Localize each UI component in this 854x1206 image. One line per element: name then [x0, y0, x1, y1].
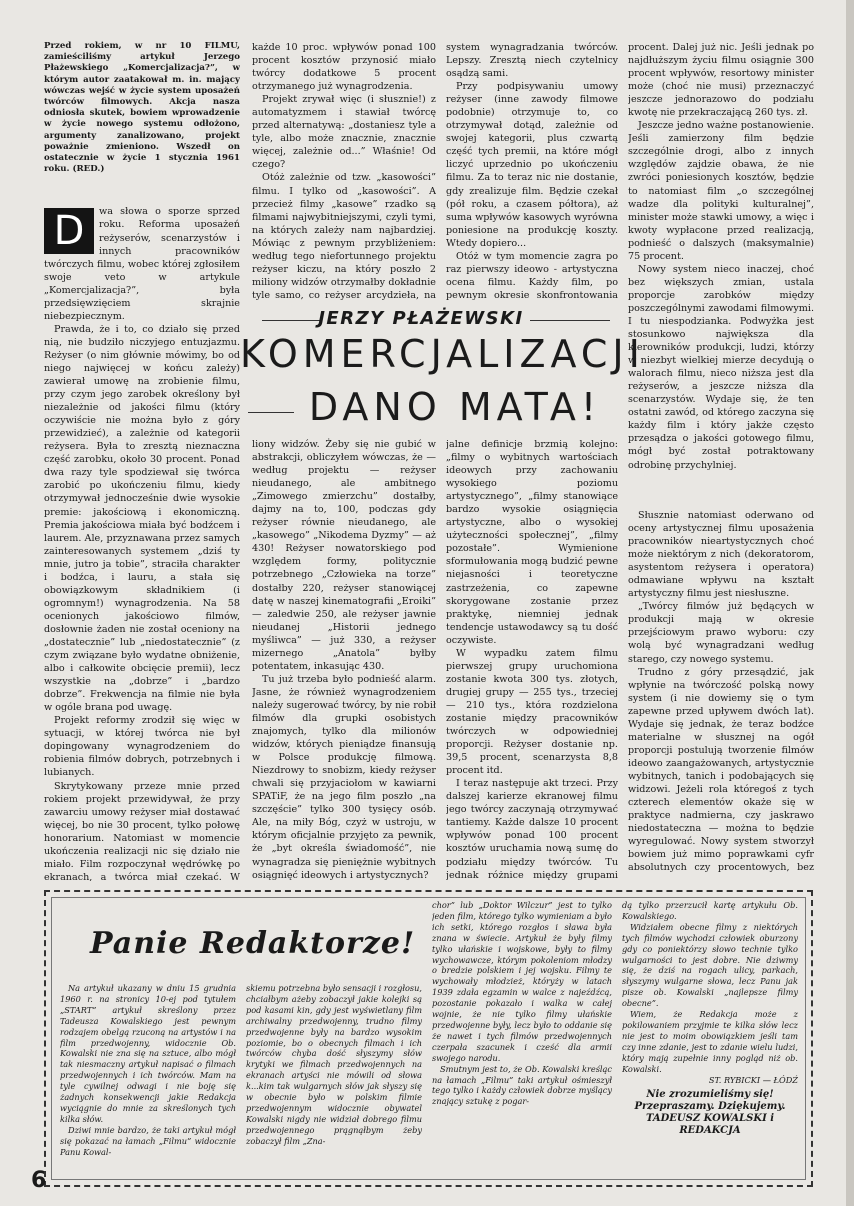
paragraph: Projekt reformy zrodził się więc w sytuacji, w której twórca nie był dopingowany wynagrodzeniem do robienia filmów dobrych, potrzebnych i lubianych. — [44, 715, 240, 779]
paragraph: „Twórcy filmów już będących w produkcji mają w okresie przejściowym prawo wyboru: czy wolą być wynagradzani według starego, czy nowego systemu. — [628, 601, 814, 665]
letter-column-2 — [246, 983, 422, 1173]
letter-column-3 — [432, 900, 612, 1173]
letter-paragraph: Na artykuł ukazany w dniu 15 grudnia 1960 r. na stronicy 10-ej pod tytułem „START” artykuł skreślony przez Tadeusza Kowalskiego jest pewnym rodzajem obelgą rzuconą na artystów i na film przedwojenny, widocznie Ob. Kowalski nie zna się na sztuce, albo mógł tak niesmaczny artykuł napisać o filmach przedwojennych i ich twórców. Mam na tyle cywilnej odwagi i nie boję się żadnych konsekwencji jakie Redakcja wyciągnie do mnie za skreślonych tych kilka słów. — [60, 983, 236, 1124]
letter-paragraph: Dziwi mnie bardzo, że taki artykuł mógł się pokazać na łamach „Filmu” widocznie Panu Kowal- — [60, 1124, 236, 1157]
paragraph: W wypadku zatem filmu pierwszej grupy uruchomiona zostanie kwota 300 tys. złotych, drugiej grupy — 255 tys., trzeciej — 210 tys., która rozdzielona zostanie między pracowników twórczych w odpowiedniej proporcji. Reżyser dostanie np. 39,5 procent, scenarzysta 8,8 procent itd. — [446, 647, 618, 777]
intro-note: Przed rokiem, w nr 10 FILMU, zamieściliśmy artykuł Jerzego Płażewskiego „Komercjalizacja?”, w którym autor zaatakował m. in. mający wówczas wejść w życie system uposażeń twórców filmowych. Akcja nasza odniosła skutek, bowiem wprowadzenie w życie nowego systemu odłożono, argumenty zanalizowano, projekt poważnie zmieniono. Wszedł on ostatecznie w życie 1 stycznia 1961 roku. (RED.) — [44, 41, 240, 175]
paragraph: każde 10 proc. wpływów ponad 100 procent kosztów przynosić miało twórcy dodatkowe 5 procent otrzymanego już wynagrodzenia. — [252, 42, 436, 93]
drop-cap: D — [44, 208, 94, 254]
paragraph: Tu już trzeba było podnieść alarm. Jasne, że również wynagrodzeniem należy sugerować twórcy, by nie robił filmów dla grupki osobistych znajomych, tylko dla milionów widzów, których pieniądze finansują w Polsce produkcję filmową. Niezdrowy to snobizm, kiedy reżyser chwali się przyjaciołom w kawiarni SPATiF, że na jego film poszło „na szczęście” tylko 300 tysięcy osób. Ale, na miły Bóg, czyż w ustroju, w którym oficjalnie przyjęto za pewnik, że „byt określa świadomość”, nie wynagradza się pieniężnie wybitnych osiągnięć ideowych i artystycznych? — [252, 673, 436, 881]
editor-reply: Nie zrozumieliśmy się! Przepraszamy. Dziękujemy. — [634, 1089, 786, 1113]
column-6 — [446, 438, 618, 882]
page-edge — [846, 0, 854, 1206]
column-4-top — [628, 41, 814, 509]
letter-column-4 — [622, 900, 798, 1173]
paragraph: wa słowa o sporze sprzed roku. Reforma uposażeń reżyserów, scenarzystów i innych pracowników twórczych filmu, wobec której zgłosiłem swoje veto w artykule „Komercjalizacja?”, była przedsięwzięciem skrajnie niebezpiecznym. — [44, 206, 240, 322]
author-name: JERZY PŁAŻEWSKI — [318, 308, 524, 329]
column-7 — [628, 509, 814, 874]
reply-signature: TADEUSZ KOWALSKI i REDAKCJA — [645, 1113, 775, 1137]
letter-column-1 — [60, 983, 236, 1173]
letter-title: Panie Redaktorze! — [90, 926, 416, 961]
letter-paragraph: Smutnym jest to, że Ob. Kowalski kreśląc na łamach „Filmu” taki artykuł ośmieszył tego tylko i każdy człowiek dobrze myślący znający sztukę z pogar- — [432, 1063, 612, 1107]
headline-rule-left — [248, 412, 294, 413]
paragraph: liony widzów. Żeby się nie gubić w abstrakcji, obliczyłem wówczas, że — według projektu — reżyser nieudanego, ale ambitnego „Zimowego zmierzchu” dostałby, dajmy na to, 100, podczas gdy reżyser równie nieudanego, ale „kasowego” „Nikodema Dyzmy” — aż 430! Reżyser nowatorskiego pod względem formy, politycznie potrzebnego „Człowieka na torze” dostałby 220, reżyser stanowiącej datę w naszej kinematografii „Eroiki” — zaledwie 250, ale reżyser jawnie nieudanej „Historii jednego myśliwca” — już 330, a reżyser mizernego „Anatola” byłby potentatem, inkasując 430. — [252, 439, 436, 672]
headline-line-1: KOMERCJALIZACJI — [240, 332, 645, 376]
paragraph: Otóż zależnie od tzw. „kasowości” filmu. I tylko od „kasowości”. A przecież filmy „kasowe” rzadko są filmami najwybitniejszymi, czyli tymi, na których zależy nam najbardziej. Mówiąc z pewnym przybliżeniem: według tego niefortunnego projektu reżyser kiczu, na który poszło 2 miliony widzów otrzymałby dokładnie tyle samo, co reżyser arcydzieła, na — [252, 172, 436, 301]
column-2-top — [252, 41, 436, 301]
paragraph: Nowy system nieco inaczej, choć bez większych zmian, ustala proporcje zarobków między poszczególnymi zawodami filmowymi. I tu niespodzianka. Podwyżka jest stosunkowo największa dla kierowników produkcji, ludzi, którzy w niezbyt wielkiej mierze decydują o walorach filmu, nieco niższa jest dla reżyserów, a jeszcze niższa dla scenarzystów. Wydaje się, że ten ostatni zawód, od którego zaczyna się każdy film i który jakże często przesądza o jakości gotowego filmu, mógł być został potraktowany odrobinę przychylniej. — [628, 263, 814, 471]
paragraph: Prawda, że i to, co działo się przed nią, nie budziło niczyjego entuzjazmu. Reżyser (o nim głównie mówimy, bo od niego najwięcej w końcu zależy) zawierał umowę na zrobienie filmu, przy czym jego zarobek określony był niezależnie od jakości filmu (który oczywiście nie można było z góry przewidzieć), a zależnie od kategorii reżysera. Była to zresztą nieznaczna część zarobku, około 30 procent. Ponad dwa razy tyle spodziewał się twórca zarobić po ukończeniu filmu, kiedy otrzymywał jednocześnie dwie wysokie premie: jakościową i ekonomiczną. Premia jakościowa miała być bodźcem i laurem. Ale, przyznawana przez samych zainteresowanych systemem „dziś ty mnie, jutro ja tobie”, straciła charakter i bodźca, i lauru, a stała się obowiązkowym składnikiem (i ogromnym!) wynagrodzenia. Na 58 ocenionych jakościowo filmów, dosłownie żaden nie został oceniony na „dostatecznie” lub „niedostatecznie” (z czym związane było wydatne obniżenie, albo i całkowite obcięcie premii), lecz wszystkie na „dobrze” i „bardzo dobrze”. Frekwencja na filmie nie była w ogóle brana pod uwagę. — [44, 323, 240, 714]
page-number: 6 — [31, 1168, 47, 1193]
paragraph: Skrytykowany przeze mnie przed rokiem projekt przewidywał, że przy zawarciu umowy reżyser miał dostawać więcej, bo nie 30 procent, tylko połowę honorarium. Natomiast w momencie ukończenia realizacji nic się działo nie miało. Film rozpoczynał wędrówkę po ekranach, a twórca miał czekać. W — [44, 780, 240, 881]
headline-line-2: DANO MATA! — [308, 385, 602, 429]
letter-paragraph: skiemu potrzebna było sensacji i rozgłosu, chciałbym ażeby zobaczył jakie kolejki są pod kasami kin, gdy jest wyświetlany film archiwalny przedwojenny, trudno filmy przedwojenne były na bardzo wysokim poziomie, bo o obecnych filmach i ich twórców chyba dość słyszymy słów krytyki we filmach przedwojennych na ekranach artyści nie mówili od słowa k...kim tak wulgarnych słów jak słyszy się w obecnie było w polskim filmie przedwojennym widocznie obywatel Kowalski nigdy nie widział dobrego filmu przedwojennego prągnąłbym żeby zobaczył film „Zna- — [246, 983, 422, 1146]
paragraph: Przy podpisywaniu umowy reżyser (inne zawody filmowe podobnie) otrzymuje to, co otrzymywał dotąd, zależnie od swojej kategorii, plus czwartą część tych premii, na które mógł liczyć uprzednio po ukończeniu filmu. Za to teraz nic nie dostanie, gdy zrealizuje film. Będzie czekał (pół roku, a czasem półtora), aż suma wpływów kasowych wyrówna poniesione na produkcję koszty. Wtedy dopiero... — [446, 81, 618, 249]
letter-paragraph: Wiem, że Redakcja może z pokilowaniem przyjmie te kilka słów lecz nie jest to moim obowiązkiem jeśli tam czy inne zdanie, jest to zdanie wielu ludzi, który mają zupełnie inny pogląd niż ob. Kowalski. — [622, 1009, 798, 1074]
paragraph: jalne definicje brzmią kolejno: „filmy o wybitnych wartościach ideowych przy zachowaniu wysokiego poziomu artystycznego”, „filmy stanowiące bardzo wysokie osiągnięcia artystyczne, albo o wysokiej użyteczności społecznej”, „filmy pozostałe”. Wymienione sformułowania mogą budzić pewne niejasności i teoretyczne zastrzeżenia, co zapewne skorygowane zostanie przez praktykę, niemniej jednak tendencje ustawodawcy są tu dość oczywiste. — [446, 439, 618, 646]
paragraph: Otóż w tym momencie zagra po raz pierwszy ideowo - artystyczna ocena filmu. Każdy film, po pewnym okresie skonfrontowania — [446, 250, 618, 301]
paragraph: Jeszcze jedno ważne postanowienie. Jeśli zamierzony film będzie szczególnie drogi, albo z innych względów zajdzie obawa, że nie zwróci poniesionych kosztów, będzie to natomiast film „o szczególnej wadze dla polityki kulturalnej”, minister może stawki umowy, a więc i kwoty wypłacone przed realizacją, podnieść o dalszych (maksymalnie) 75 procent. — [628, 120, 814, 262]
column-1 — [44, 41, 240, 881]
letter-paragraph: Widziałem obecne filmy z niektórych tych filmów wychodzi człowiek oburzony gdy co poniektórzy słowo technie tylko wulgarności to jest dobre. Nie dziwmy się, że dziś na rogach ulicy, parkach, słyszymy wulgarne słowa, lecz Panu jak pisze ob. Kowalski „najlepsze filmy obecne”. — [622, 921, 798, 1009]
paragraph: procent. Dalej już nic. Jeśli jednak po najdłuższym życiu filmu osiągnie 300 procent wpływów, resortowy minister może (choć nie musi) przeznaczyć jeszcze jednorazowo do podziału kwotę nie przekraczającą 260 tys. zł. — [628, 42, 814, 119]
paragraph: Trudno z góry przesądzić, jak wpłynie na twórczość polską nowy system (i nie dowiemy się o tym zapewne przed upływem dwóch lat). Wydaje się jednak, że teraz bodźce materialne w słusznej na ogół proporcji postulują tworzenie filmów ideowo zaangażowanych, artystycznie wybitnych, tanich i podobających się widzowi. Jeżeli rola któregoś z tych czterech elementów okaże się w praktyce nadmierna, czy jaskrawo niedostateczna — można to będzie wyregulować. Nowy system stworzył bowiem już mimo poprawkami cyfr absolutnych czy procentowych, bez — [628, 666, 814, 874]
paragraph: system wynagradzania twórców. Lepszy. Zresztą niech czytelnicy osądzą sami. — [446, 42, 618, 80]
column-5 — [252, 438, 436, 882]
letter-paragraph: chor” lub „Doktor Wilczur” jest to tylko jeden film, którego tylko wymieniam a było ich setki, którego rozgłos i sława była znana w świecie. Artykuł że były filmy tylko ułańskie i wojskowe, były to filmy wychowawcze, którym pokoleniom młodzy o bredzie polskiem i jej wojsku. Filmy te wychowały młodzież, któryży w latach 1939 zdała egzamin w walce z najeźdźcą, pozostanie pokazało i walka w całej wojnie, że nie tylko filmy ułańskie przedwojenne były, lecz było to oddanie się że nawet i tych filmów przedwojennych czerpała szacunek i cześć dla armii swojego narodu. — [432, 900, 612, 1063]
column-3-top — [446, 41, 618, 301]
paragraph: Projekt zrywał więc (i słusznie!) z automatyzmem i stawiał twórcę przed alternatywą: „dostaniesz tyle a tyle, albo może znacznie, znacznie więcej, zależnie od...” Właśnie! Od czego? — [252, 94, 436, 171]
letter-signature: ST. RYBICKI — ŁÓDŹ — [708, 1074, 798, 1085]
paragraph: Słusznie natomiast oderwano od oceny artystycznej filmu uposażenia pracowników nieartystycznych choć może niektórym z nich (dekoratorom, asystentom reżysera i operatora) odmawiane wpływu na kształt artystyczny filmu jest niesłuszne. — [628, 510, 814, 600]
letter-paragraph: dą tylko przerzucił kartę artykułu Ob. Kowalskiego. — [622, 900, 798, 921]
paragraph: I teraz następuje akt trzeci. Przy dalszej karierze ekranowej filmu jego twórcy zaczynają otrzymywać tantiemy. Każde dalsze 10 procent wpływów ponad 100 procent kosztów uruchamia nową sumę do podziału między twórców. Tu jednak różnice między grupami — [446, 778, 618, 881]
